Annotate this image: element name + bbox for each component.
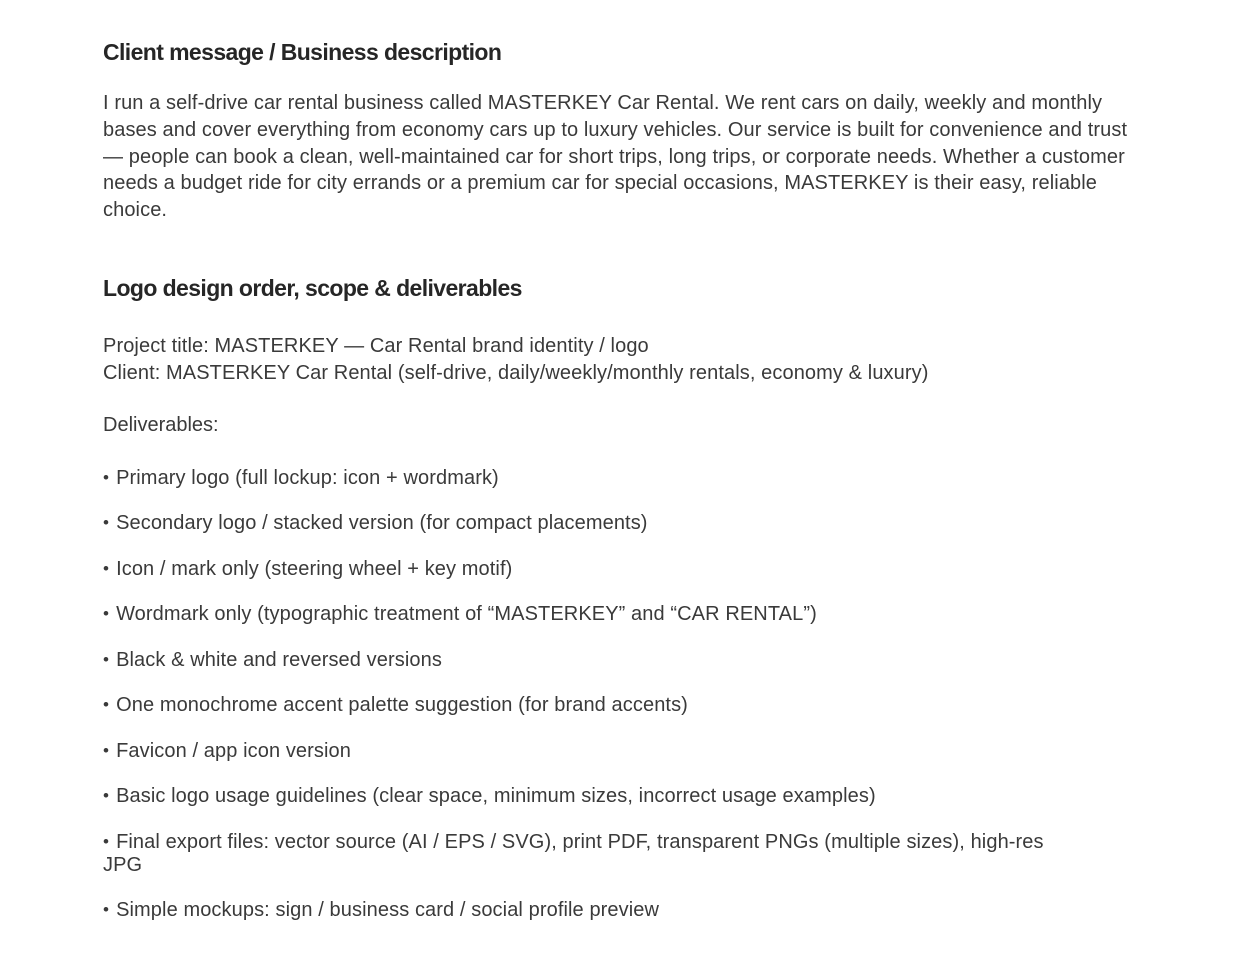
bullet-marker: •	[103, 740, 110, 760]
client-message-heading: Client message / Business description	[103, 39, 502, 65]
list-item	[103, 557, 1063, 581]
bullet-marker: •	[103, 900, 110, 920]
deliverable-text: Icon / mark only (steering wheel + key motif)	[116, 557, 513, 580]
list-item	[103, 739, 1063, 763]
deliverable-text: Secondary logo / stacked version (for compact placements)	[116, 512, 648, 535]
bullet-marker: •	[103, 604, 110, 624]
deliverable-text: Basic logo usage guidelines (clear space, minimum sizes, incorrect usage examples)	[116, 785, 876, 808]
deliverable-text: One monochrome accent palette suggestion (for brand accents)	[116, 694, 688, 717]
list-item	[103, 784, 1063, 808]
deliverable-text: Wordmark only (typographic treatment of “MASTERKEY” and “CAR RENTAL”)	[116, 603, 817, 626]
list-item	[103, 648, 1063, 672]
bullet-marker: •	[103, 649, 110, 669]
deliverable-text: Final export files: vector source (AI / EPS / SVG), print PDF, transparent PNGs (multiple sizes), high-res JPG	[103, 830, 1044, 876]
deliverables-label: Deliverables:	[103, 413, 219, 436]
bullet-marker: •	[103, 513, 110, 533]
bullet-marker: •	[103, 831, 110, 851]
list-item	[103, 511, 1063, 535]
list-item	[103, 693, 1063, 717]
list-item	[103, 898, 1063, 922]
list-item	[103, 466, 1063, 490]
list-item	[103, 602, 1063, 626]
deliverable-text: Primary logo (full lockup: icon + wordmark)	[116, 466, 499, 489]
bullet-marker: •	[103, 786, 110, 806]
client-message-body: I run a self-drive car rental business called MASTERKEY Car Rental. We rent cars on daily, weekly and monthly bases and cover everything from economy cars up to luxury vehicles. Our service is built for convenience and trust — people can book a clean, well-maintained car for short trips, long trips, or corporate needs. Whether a customer needs a budget ride for city errands or a premium car for special occasions, MASTERKEY is their easy, reliable choice.	[103, 92, 1128, 222]
project-title-line: Project title: MASTERKEY — Car Rental brand identity / logo	[103, 334, 649, 357]
deliverable-text: Black & white and reversed versions	[116, 648, 442, 671]
deliverables-list	[103, 466, 1063, 923]
deliverable-text: Favicon / app icon version	[116, 739, 352, 762]
client-line: Client: MASTERKEY Car Rental (self-drive, daily/weekly/monthly rentals, economy & luxury)	[103, 361, 929, 384]
bullet-marker: •	[103, 695, 110, 715]
deliverable-text: Simple mockups: sign / business card / social profile preview	[116, 899, 660, 922]
bullet-marker: •	[103, 467, 110, 487]
bullet-marker: •	[103, 558, 110, 578]
list-item	[103, 830, 1063, 877]
project-meta	[103, 333, 1138, 387]
logo-order-heading: Logo design order, scope & deliverables	[103, 274, 522, 301]
